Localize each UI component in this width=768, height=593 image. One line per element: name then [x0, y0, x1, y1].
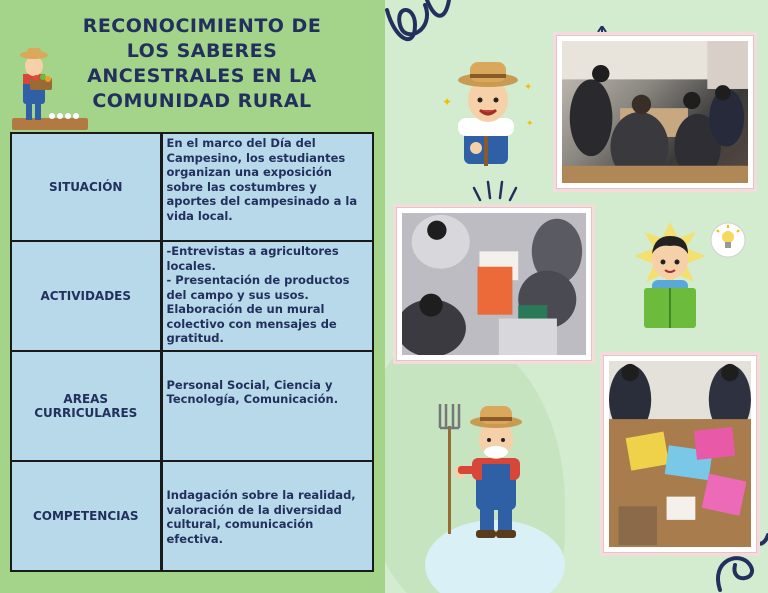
row-label: AREAS CURRICULARES: [11, 351, 161, 461]
lightbulb-icon: [710, 222, 746, 258]
info-table: [10, 132, 374, 572]
table-row: [11, 351, 373, 461]
svg-text:✦: ✦: [524, 82, 533, 93]
page-title: RECONOCIMIENTO DE LOS SABERES ANCESTRALES EN LA COMUNIDAD RURAL: [82, 15, 322, 112]
swirl-decoration-icon: [385, 0, 455, 60]
row-content: Personal Social, Ciencia y Tecnología, Comunicación.: [161, 351, 373, 461]
farmer-towel-icon: [440, 56, 536, 166]
students-crafting-photo: [393, 204, 595, 364]
row-content: Indagación sobre la realidad, valoración de la diversidad cultural, comunicación efectiva.: [161, 461, 373, 571]
row-label: COMPETENCIAS: [11, 461, 161, 571]
svg-text:✦: ✦: [442, 95, 453, 109]
student-reading-icon: [632, 222, 708, 330]
burst-decoration-icon: [470, 180, 520, 206]
students-mural-photo: [600, 352, 760, 556]
row-content: En el marco del Día del Campesino, los estudiantes organizan una exposición sobre las costumbres y aportes del campesinado a la vida local.: [161, 133, 373, 241]
row-label: ACTIVIDADES: [11, 241, 161, 351]
farmer-harvest-icon: [12, 46, 90, 132]
row-label: SITUACIÓN: [11, 133, 161, 241]
table-row: [11, 241, 373, 351]
row-content: -Entrevistas a agricultores locales. - Presentación de productos del campo y sus usos. Elaboración de un mural colectivo con mensajes de gratitud.: [161, 241, 373, 351]
table-row: [11, 133, 373, 241]
farmer-pitchfork-icon: [436, 402, 546, 538]
table-row: [11, 461, 373, 571]
students-classroom-photo: [553, 32, 757, 192]
svg-text:✦: ✦: [526, 119, 534, 129]
